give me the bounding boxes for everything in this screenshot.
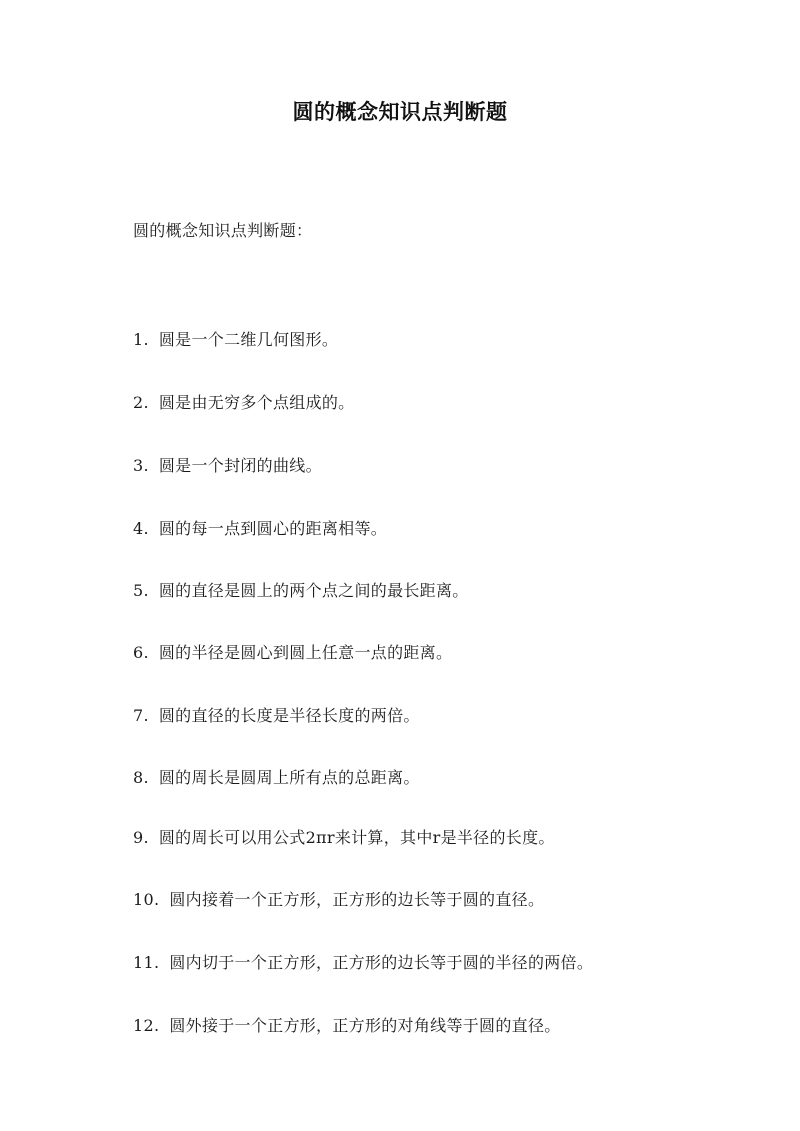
list-item (133, 950, 593, 973)
item-number: 7. (133, 706, 149, 725)
item-number: 5. (133, 581, 149, 600)
item-number: 6. (133, 643, 149, 662)
document-title: 圆的概念知识点判断题 (292, 99, 508, 124)
item-text: 圆的每一点到圆心的距离相等。 (158, 519, 388, 538)
list-item (133, 390, 354, 413)
item-text: 圆内切于一个正方形，正方形的边长等于圆的半径的两倍。 (169, 953, 594, 972)
item-text: 圆内接着一个正方形，正方形的边长等于圆的直径。 (169, 890, 545, 909)
intro-text: 圆的概念知识点判断题： (133, 221, 313, 240)
list-item (133, 703, 420, 726)
list-item (133, 825, 555, 848)
item-number: 1. (133, 330, 149, 349)
list-item (133, 453, 322, 476)
list-item (133, 640, 452, 663)
item-number: 11. (133, 953, 160, 972)
item-text: 圆是由无穷多个点组成的。 (158, 393, 355, 412)
list-item (133, 578, 469, 601)
item-text: 圆的周长可以用公式2πr来计算，其中r是半径的长度。 (158, 828, 555, 847)
item-number: 9. (133, 828, 149, 847)
list-item (133, 765, 420, 788)
list-item (133, 327, 338, 350)
item-number: 10. (133, 890, 160, 909)
item-number: 2. (133, 393, 149, 412)
list-item (133, 1013, 561, 1036)
item-text: 圆是一个二维几何图形。 (158, 330, 339, 349)
item-text: 圆的半径是圆心到圆上任意一点的距离。 (158, 643, 453, 662)
item-text: 圆的直径是圆上的两个点之间的最长距离。 (158, 581, 469, 600)
item-number: 4. (133, 519, 149, 538)
list-item (133, 516, 387, 539)
item-text: 圆是一个封闭的曲线。 (158, 456, 322, 475)
item-number: 3. (133, 456, 149, 475)
item-number: 12. (133, 1016, 160, 1035)
list-item (133, 887, 544, 910)
item-text: 圆的直径的长度是半径长度的两倍。 (158, 706, 420, 725)
item-text: 圆外接于一个正方形，正方形的对角线等于圆的直径。 (169, 1016, 561, 1035)
item-text: 圆的周长是圆周上所有点的总距离。 (158, 768, 420, 787)
item-number: 8. (133, 768, 149, 787)
